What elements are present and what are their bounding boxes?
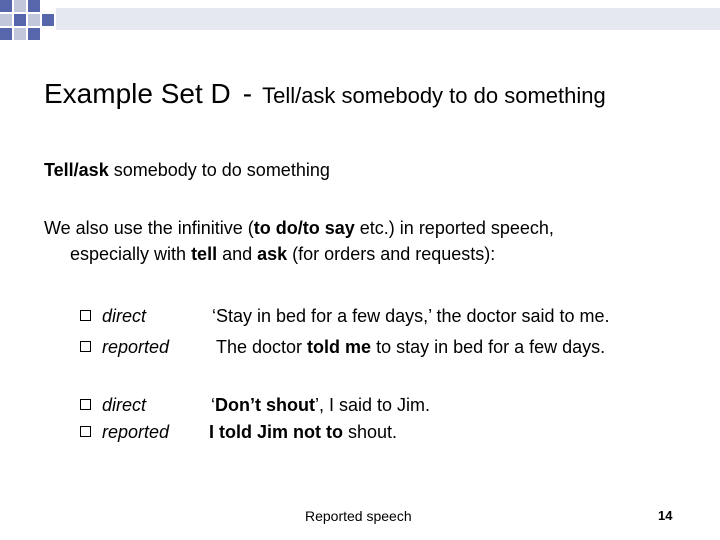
decor-square: [28, 0, 40, 12]
sentence-part: ’, I said to Jim.: [314, 395, 431, 415]
example-sentence: [209, 420, 397, 444]
title-dash: -: [242, 78, 253, 109]
example-sentence: [211, 393, 430, 417]
decor-square: [28, 14, 40, 26]
para-bold: ask: [257, 244, 288, 264]
para-bold: tell: [191, 244, 218, 264]
para-bold: to do/to say: [253, 218, 355, 238]
page-number: 14: [658, 508, 673, 523]
decor-square: [42, 14, 54, 26]
footer-title: Reported speech: [305, 508, 412, 524]
example-row-direct: [80, 304, 610, 328]
sentence-part: to stay in bed for a few days.: [371, 337, 606, 357]
para-text: especially with: [70, 244, 192, 264]
sentence-part-bold: told me: [307, 337, 372, 357]
title-subtitle: Tell/ask somebody to do something: [262, 83, 606, 108]
title-decoration: [0, 0, 720, 48]
sentence-part: ‘Stay in bed for a few days,’ the doctor said to me.: [212, 306, 610, 326]
sentence-part: The doctor: [216, 337, 308, 357]
decor-square: [14, 0, 26, 12]
slide-title: [44, 78, 606, 110]
decor-square: [14, 14, 26, 26]
example-label: direct: [102, 306, 147, 326]
para-line-2: [44, 241, 664, 267]
example-row-direct: [80, 393, 431, 417]
example-row-reported: [80, 335, 606, 359]
decor-square: [0, 14, 12, 26]
sentence-part-bold: I told Jim not to: [209, 422, 343, 442]
sentence-part-bold: Don’t shout: [215, 395, 315, 415]
example-label: reported: [102, 422, 170, 442]
example-label: reported: [102, 337, 170, 357]
heading-bold: Tell/ask: [44, 160, 109, 180]
para-text: and: [217, 244, 258, 264]
intro-paragraph: [44, 215, 664, 267]
sentence-part: ‘: [211, 395, 215, 415]
para-text: etc.) in reported speech,: [354, 218, 554, 238]
square-bullet-icon: [80, 310, 91, 321]
decor-square: [28, 28, 40, 40]
heading-rest: somebody to do something: [108, 160, 330, 180]
square-bullet-icon: [80, 341, 91, 352]
decor-square: [14, 28, 26, 40]
square-bullet-icon: [80, 426, 91, 437]
example-label: direct: [102, 395, 147, 415]
decor-square: [0, 0, 12, 12]
para-text: (for orders and requests):: [287, 244, 496, 264]
example-row-reported: [80, 420, 398, 444]
sentence-part: shout.: [342, 422, 398, 442]
header-bar: [56, 8, 720, 30]
example-sentence: [212, 304, 610, 328]
decor-square: [0, 28, 12, 40]
square-bullet-icon: [80, 399, 91, 410]
title-main: Example Set D: [44, 78, 231, 109]
example-sentence: [216, 335, 605, 359]
para-text: We also use the infinitive (: [44, 218, 254, 238]
section-heading: [44, 160, 330, 181]
